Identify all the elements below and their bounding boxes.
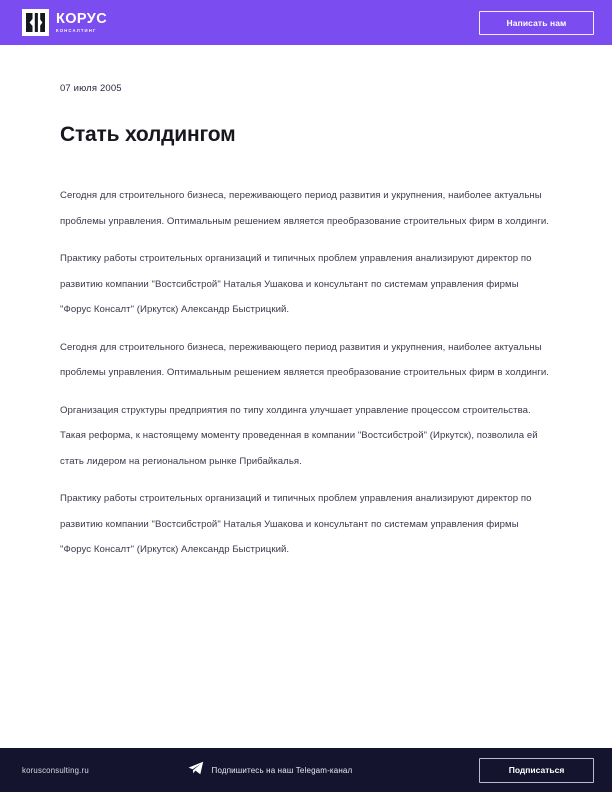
footer-telegram-block[interactable]	[89, 761, 479, 780]
article-paragraph: Сегодня для строительного бизнеса, переживающего период развития и укрупнения, наиболее актуальны проблемы управления. Оптимальным решением является преобразование строительных фирм в холдинги.	[60, 190, 549, 227]
brand-logo[interactable]	[22, 9, 107, 36]
telegram-paper-plane-icon	[188, 761, 204, 780]
article-paragraph: Сегодня для строительного бизнеса, переживающего период развития и укрупнения, наиболее актуальны проблемы управления. Оптимальным решением является преобразование строительных фирм в холдинги.	[60, 341, 549, 378]
footer-site-url[interactable]: korusconsulting.ru	[22, 765, 89, 775]
footer-telegram-text: Подпишитесь на наш Telegam-канал	[211, 765, 353, 775]
footer-subscribe-button[interactable]: Подписаться	[479, 758, 594, 783]
article-paragraph: Практику работы строительных организаций и типичных проблем управления анализируют директор по развитию компании "Востсибстрой" Наталья Ушакова и консультант по системам управления фирмы "Форус Консалт" (Иркутск) Александр Быстрицкий.	[60, 493, 532, 555]
brand-wordmark	[56, 12, 107, 34]
article-paragraph: Организация структуры предприятия по типу холдинга улучшает управление процессом строительства. Такая реформа, к настоящему моменту проведенная в компании "Востсибстрой" (Иркутск), позволила ей стать лидером на региональном рынке Прибайкалья.	[60, 404, 538, 467]
site-header	[0, 0, 612, 45]
brand-name: КОРУС	[56, 10, 108, 27]
korus-logo-mark-icon	[22, 9, 49, 36]
page-title: Стать холдингом	[60, 123, 236, 146]
article-body	[60, 183, 552, 563]
article-date: 07 июля 2005	[60, 83, 122, 94]
site-footer	[0, 748, 612, 792]
brand-subtitle: КОНСАЛТИНГ	[56, 27, 97, 33]
header-contact-button[interactable]: Написать нам	[479, 11, 594, 35]
article-content	[0, 45, 612, 748]
article-paragraph: Практику работы строительных организаций и типичных проблем управления анализируют директор по развитию компании "Востсибстрой" Наталья Ушакова и консультант по системам управления фирмы "Форус Консалт" (Иркутск) Александр Быстрицкий.	[60, 253, 532, 315]
